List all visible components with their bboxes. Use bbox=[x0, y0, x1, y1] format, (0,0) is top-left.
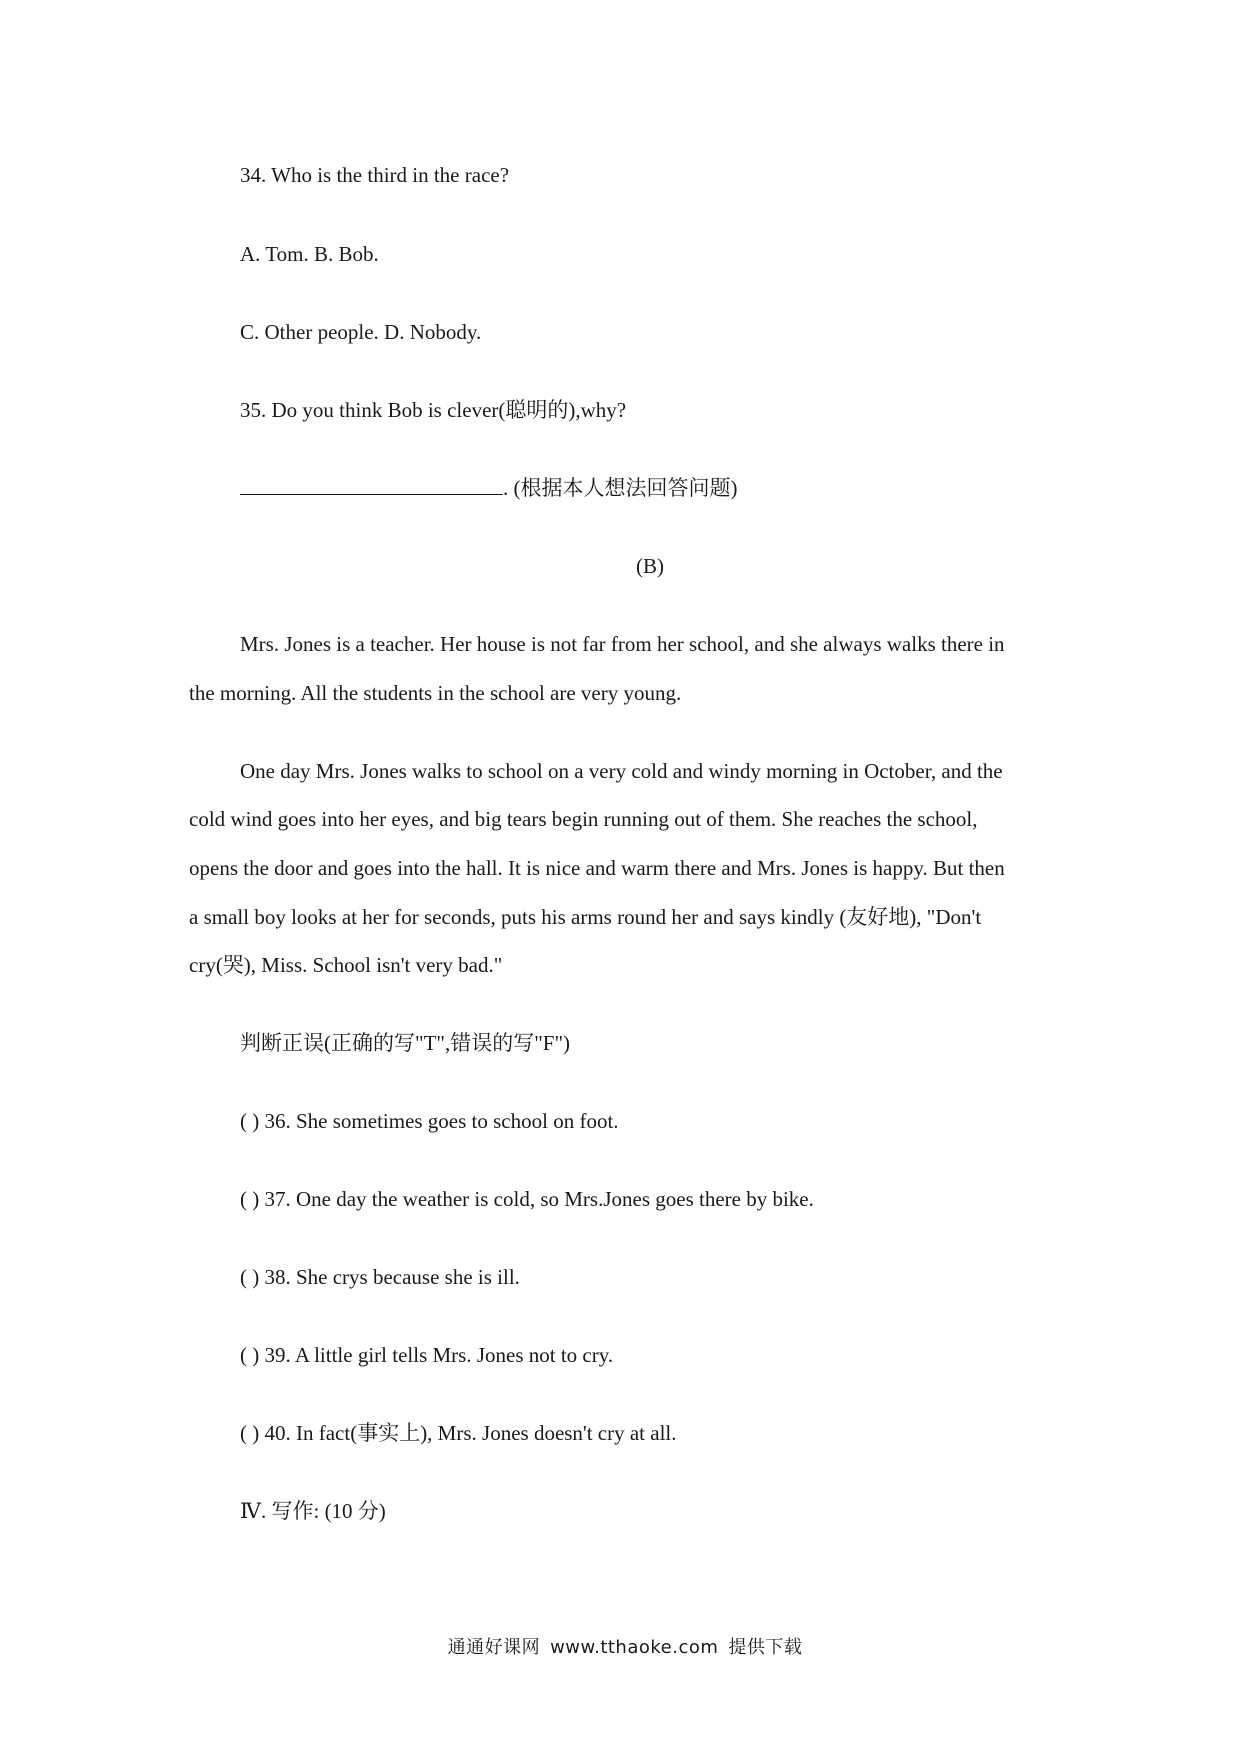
true-false-item-38: ( ) 38. She crys because she is ill. bbox=[240, 1265, 520, 1289]
footer-url[interactable]: www.tthaoke.com bbox=[550, 1637, 719, 1658]
paragraph-2-line: cold wind goes into her eyes, and big tears begin running out of them. She reaches the school, bbox=[189, 807, 978, 831]
paragraph-1-line: the morning. All the students in the school are very young. bbox=[189, 681, 682, 705]
question-34-options-ab: A. Tom. B. Bob. bbox=[240, 242, 379, 266]
true-false-instruction: 判断正误(正确的写"T",错误的写"F") bbox=[240, 1031, 571, 1055]
page-footer bbox=[0, 1636, 1240, 1660]
true-false-item-40: ( ) 40. In fact(事实上), Mrs. Jones doesn't cry at all. bbox=[240, 1421, 677, 1445]
paragraph-1-line: Mrs. Jones is a teacher. Her house is not far from her school, and she always walks there in bbox=[240, 632, 1005, 656]
paragraph-2-line: One day Mrs. Jones walks to school on a very cold and windy morning in October, and the bbox=[240, 759, 1003, 783]
true-false-item-39: ( ) 39. A little girl tells Mrs. Jones not to cry. bbox=[240, 1343, 614, 1367]
true-false-item-36: ( ) 36. She sometimes goes to school on foot. bbox=[240, 1109, 619, 1133]
question-34-stem: 34. Who is the third in the race? bbox=[240, 163, 510, 187]
true-false-item-37: ( ) 37. One day the weather is cold, so Mrs.Jones goes there by bike. bbox=[240, 1187, 814, 1211]
paragraph-2-line: a small boy looks at her for seconds, puts his arms round her and says kindly (友好地), "Don't bbox=[189, 905, 982, 929]
footer-site-name: 通通好课网 bbox=[447, 1637, 541, 1658]
footer-note: 提供下载 bbox=[728, 1637, 803, 1658]
section-b-label: (B) bbox=[636, 554, 664, 578]
section-iv-writing-heading: Ⅳ. 写作: (10 分) bbox=[240, 1499, 386, 1523]
question-35-hint: . (根据本人想法回答问题) bbox=[503, 476, 738, 500]
question-35-stem: 35. Do you think Bob is clever(聪明的),why? bbox=[240, 398, 627, 422]
answer-blank[interactable] bbox=[240, 476, 503, 495]
question-35-answer-line bbox=[240, 475, 738, 501]
question-34-options-cd: C. Other people. D. Nobody. bbox=[240, 320, 482, 344]
paragraph-2-line: opens the door and goes into the hall. It is nice and warm there and Mrs. Jones is happy. But then bbox=[189, 856, 1005, 880]
paragraph-2-line: cry(哭), Miss. School isn't very bad." bbox=[189, 953, 503, 977]
